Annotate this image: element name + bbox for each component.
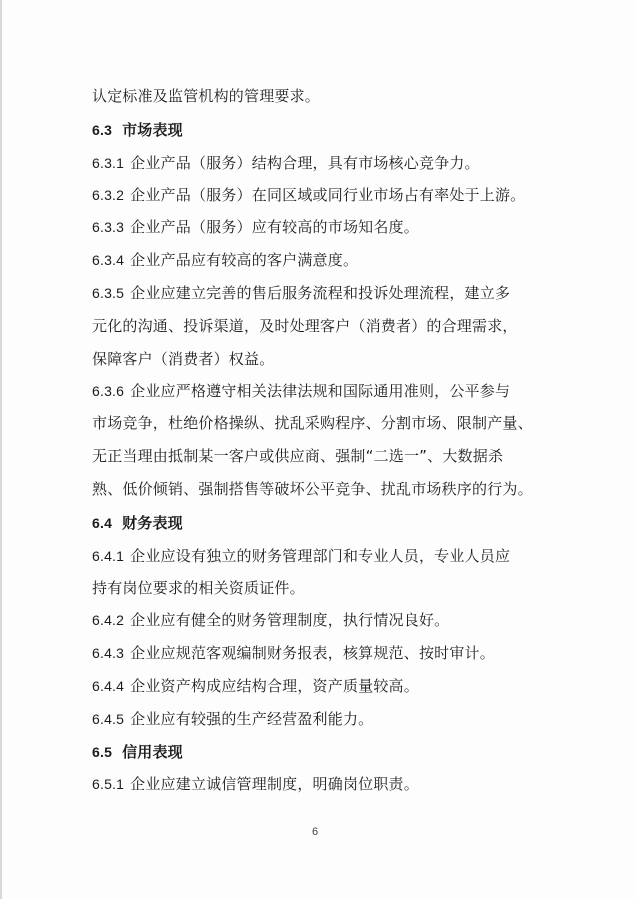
- clause-number: 6.3.1: [92, 155, 125, 171]
- clause-number: 6.4.2: [92, 612, 125, 628]
- clause-6-4-3: [92, 643, 495, 663]
- clause-text: 企业产品（服务）结构合理，具有市场核心竞争力。: [130, 154, 480, 172]
- clause-number: 6.3.2: [92, 187, 125, 203]
- clause-number: 6.3.5: [92, 285, 125, 301]
- section-title: 市场表现: [122, 121, 183, 139]
- clause-text: 企业资产构成应结构合理，资产质量较高。: [130, 677, 419, 695]
- clause-text: 企业应严格遵守相关法律法规和国际通用准则，公平参与: [130, 382, 511, 400]
- clause-6-4-1: [92, 546, 510, 566]
- clause-number: 6.5.1: [92, 776, 125, 792]
- clause-number: 6.3.6: [92, 383, 125, 399]
- section-number: 6.5: [92, 744, 113, 760]
- clause-text: 企业产品应有较高的客户满意度。: [130, 251, 359, 269]
- section-title: 信用表现: [122, 743, 183, 761]
- page-number: 6: [312, 826, 319, 838]
- section-number: 6.4: [92, 515, 113, 531]
- clause-6-3-5-line-3: 保障客户（消费者）权益。: [92, 350, 275, 368]
- continued-text: 认定标准及监管机构的管理要求。: [92, 87, 321, 105]
- clause-text: 企业应设有独立的财务管理部门和专业人员，专业人员应: [130, 547, 511, 565]
- clause-number: 6.4.1: [92, 548, 125, 564]
- section-heading-6-4: [92, 513, 183, 533]
- section-number: 6.3: [92, 122, 113, 138]
- clause-6-3-6-line-2: 市场竞争，杜绝价格操纵、扰乱采购程序、分割市场、限制产量、: [92, 414, 533, 432]
- clause-6-3-6-line-3: 无正当理由抵制某一客户或供应商、强制“二选一”、大数据杀: [92, 447, 504, 465]
- section-heading-6-5: [92, 742, 183, 762]
- clause-6-3-2: [92, 185, 525, 205]
- clause-6-3-1: [92, 153, 480, 173]
- clause-number: 6.3.4: [92, 252, 125, 268]
- section-heading-6-3: [92, 120, 183, 140]
- clause-6-3-5: [92, 283, 510, 303]
- clause-6-3-6: [92, 381, 510, 401]
- clause-text: 企业应规范客观编制财务报表，核算规范、按时审计。: [130, 644, 495, 662]
- clause-6-3-4: [92, 250, 358, 270]
- clause-text: 企业应建立诚信管理制度，明确岗位职责。: [130, 775, 419, 793]
- clause-text: 企业应有较强的生产经营盈利能力。: [130, 710, 374, 728]
- clause-6-4-5: [92, 709, 373, 729]
- clause-number: 6.3.3: [92, 219, 125, 235]
- clause-6-5-1: [92, 774, 419, 794]
- clause-number: 6.4.4: [92, 678, 125, 694]
- clause-6-4-1-line-2: 持有岗位要求的相关资质证件。: [92, 579, 305, 597]
- clause-text: 企业产品（服务）应有较高的市场知名度。: [130, 218, 419, 236]
- clause-6-3-3: [92, 217, 419, 237]
- clause-6-3-5-line-2: 元化的沟通、投诉渠道，及时处理客户（消费者）的合理需求，: [92, 317, 518, 335]
- clause-text: 企业应有健全的财务管理制度，执行情况良好。: [130, 611, 450, 629]
- section-title: 财务表现: [122, 514, 183, 532]
- clause-text: 企业产品（服务）在同区域或同行业市场占有率处于上游。: [130, 186, 526, 204]
- scan-edge: [0, 0, 2, 899]
- clause-text: 企业应建立完善的售后服务流程和投诉处理流程，建立多: [130, 284, 511, 302]
- clause-number: 6.4.3: [92, 645, 125, 661]
- clause-number: 6.4.5: [92, 711, 125, 727]
- clause-6-3-6-line-4: 熟、低价倾销、强制搭售等破坏公平竞争、扰乱市场秩序的行为。: [92, 480, 533, 498]
- clause-6-4-2: [92, 610, 449, 630]
- clause-6-4-4: [92, 676, 419, 696]
